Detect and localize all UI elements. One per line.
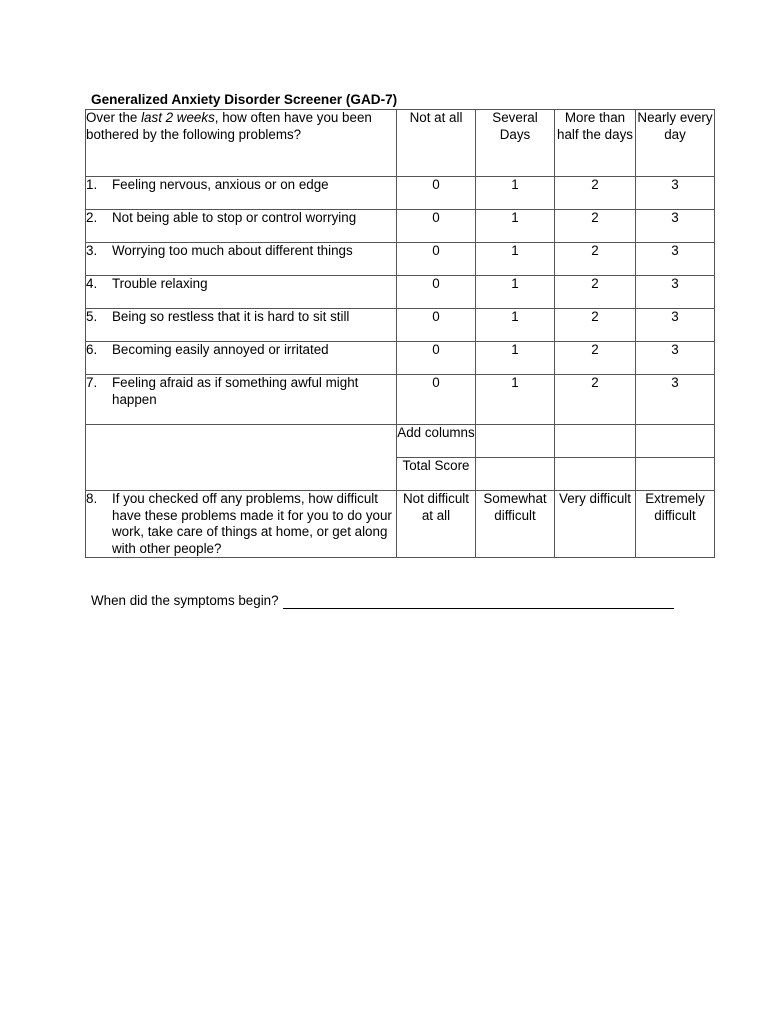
score-cell[interactable]: 3 (636, 276, 715, 309)
total-score-blank (636, 458, 715, 491)
blank-label-cell (86, 425, 397, 491)
question-number: 5. (86, 309, 98, 324)
score-cell[interactable]: 1 (476, 309, 555, 342)
header-row (86, 110, 715, 177)
instruction-emphasis: last 2 weeks (141, 110, 215, 125)
score-cell[interactable]: 0 (397, 177, 476, 210)
difficulty-question-text: If you checked off any problems, how difficult have these problems made it for you to do your work, take care of things at home, or get along with other people? (112, 491, 392, 556)
add-columns-label: Add columns (397, 425, 476, 458)
score-cell[interactable]: 0 (397, 342, 476, 375)
difficulty-option-somewhat[interactable]: Somewhat difficult (476, 491, 555, 558)
question-text: Not being able to stop or control worrying (112, 210, 357, 225)
score-cell[interactable]: 3 (636, 375, 715, 425)
difficulty-option-extremely[interactable]: Extremely difficult (636, 491, 715, 558)
score-cell[interactable]: 1 (476, 375, 555, 425)
score-cell[interactable]: 1 (476, 276, 555, 309)
column-header-nearly-every-day: Nearly every day (636, 110, 715, 177)
score-cell[interactable]: 2 (555, 309, 636, 342)
question-number: 7. (86, 375, 98, 390)
score-cell[interactable]: 1 (476, 342, 555, 375)
instruction-text-before: Over the (86, 110, 142, 125)
question-number: 6. (86, 342, 98, 357)
question-number: 3. (86, 243, 98, 258)
total-score-field[interactable] (476, 458, 555, 491)
score-cell[interactable]: 3 (636, 309, 715, 342)
symptom-onset-prompt: When did the symptoms begin? (91, 593, 279, 608)
question-text: Worrying too much about different things (112, 243, 353, 258)
question-text: Becoming easily annoyed or irritated (112, 342, 329, 357)
question-row-6 (86, 342, 715, 375)
symptom-onset-answer-line[interactable] (283, 594, 674, 609)
question-row-2 (86, 210, 715, 243)
score-cell[interactable]: 2 (555, 210, 636, 243)
question-number: 1. (86, 177, 98, 192)
instruction-cell (86, 110, 397, 177)
score-cell[interactable]: 2 (555, 342, 636, 375)
question-row-4 (86, 276, 715, 309)
total-score-label: Total Score (397, 458, 476, 491)
instruction-text-after: , how often have you been bothered by the following problems? (86, 110, 372, 142)
score-cell[interactable]: 2 (555, 375, 636, 425)
add-columns-row (86, 425, 715, 458)
difficulty-option-not-difficult[interactable]: Not difficult at all (397, 491, 476, 558)
column-subtotal-several-days[interactable] (476, 425, 555, 458)
question-number: 8. (86, 491, 98, 506)
question-text: Being so restless that it is hard to sit still (112, 309, 350, 324)
question-text: Trouble relaxing (112, 276, 208, 291)
score-cell[interactable]: 3 (636, 243, 715, 276)
question-row-7 (86, 375, 715, 425)
difficulty-option-very[interactable]: Very difficult (555, 491, 636, 558)
score-cell[interactable]: 1 (476, 210, 555, 243)
score-cell[interactable]: 1 (476, 243, 555, 276)
total-score-blank (555, 458, 636, 491)
column-subtotal-nearly-every-day[interactable] (636, 425, 715, 458)
score-cell[interactable]: 3 (636, 177, 715, 210)
column-header-not-at-all: Not at all (397, 110, 476, 177)
score-cell[interactable]: 0 (397, 309, 476, 342)
question-number: 2. (86, 210, 98, 225)
score-cell[interactable]: 0 (397, 375, 476, 425)
score-cell[interactable]: 1 (476, 177, 555, 210)
form-title: Generalized Anxiety Disorder Screener (GAD-7) (91, 92, 398, 107)
score-cell[interactable]: 3 (636, 342, 715, 375)
question-row-1 (86, 177, 715, 210)
score-cell[interactable]: 2 (555, 276, 636, 309)
gad7-table (85, 109, 715, 558)
symptom-onset-section (91, 593, 674, 609)
score-cell[interactable]: 3 (636, 210, 715, 243)
question-text: Feeling afraid as if something awful might happen (112, 375, 359, 407)
column-header-several-days: Several Days (476, 110, 555, 177)
question-row-3 (86, 243, 715, 276)
question-row-5 (86, 309, 715, 342)
difficulty-row (86, 491, 715, 558)
question-text: Feeling nervous, anxious or on edge (112, 177, 329, 192)
column-subtotal-more-than-half[interactable] (555, 425, 636, 458)
score-cell[interactable]: 2 (555, 177, 636, 210)
question-number: 4. (86, 276, 98, 291)
score-cell[interactable]: 2 (555, 243, 636, 276)
score-cell[interactable]: 0 (397, 210, 476, 243)
score-cell[interactable]: 0 (397, 276, 476, 309)
column-header-more-than-half: More than half the days (555, 110, 636, 177)
score-cell[interactable]: 0 (397, 243, 476, 276)
